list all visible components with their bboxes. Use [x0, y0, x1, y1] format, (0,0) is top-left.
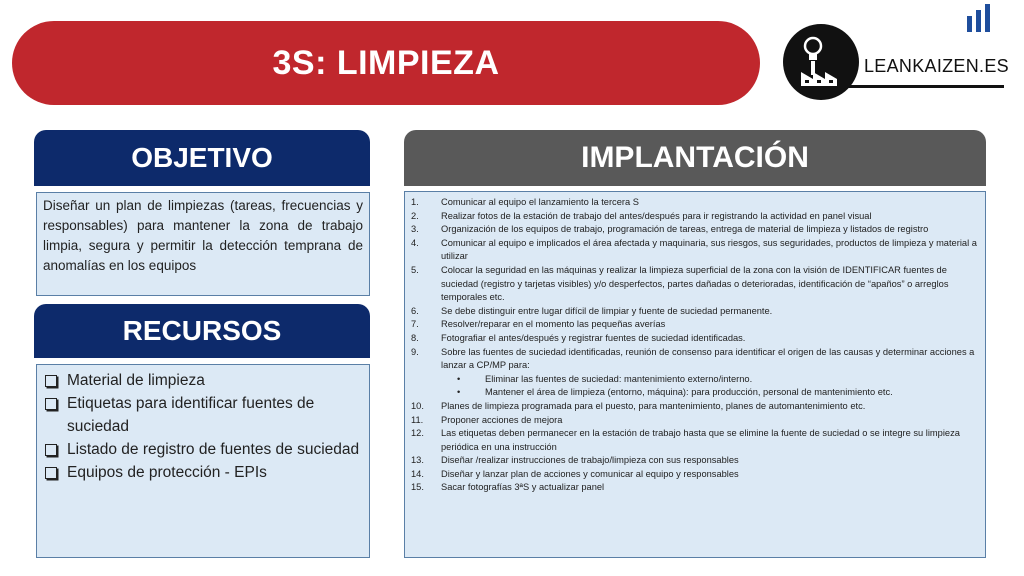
sub-list-item: • Mantener el área de limpieza (entorno, máquina): para producción, personal de mantenimiento etc.: [411, 386, 977, 400]
list-item: Etiquetas para identificar fuentes de suciedad: [43, 392, 363, 438]
list-item: 2. Realizar fotos de la estación de trabajo del antes/después para ir registrando la actividad en panel visual: [411, 210, 872, 221]
list-item: 9. Sobre las fuentes de suciedad identificadas, reunión de consenso para identificar el origen de las causas y determinar acciones a lanzar a CP/MP para:: [411, 346, 975, 371]
recursos-list: [36, 364, 370, 558]
list-item: Material de limpieza: [43, 369, 363, 392]
list-item: 8. Fotografiar el antes/después y registrar fuentes de suciedad identificadas.: [411, 332, 746, 343]
list-item: 5. Colocar la seguridad en las máquinas y realizar la limpieza superficial de la zona con la visión de IDENTIFICAR fuentes de suciedad (registro y tarjetas visibles) y/o desperfectos, partes dañadas o deterioradas, identificación de “apaños” o arreglos temporales etc.: [411, 264, 949, 303]
list-item: 4. Comunicar al equipo e implicados el área afectada y maquinaria, sus riesgos, sus seguridades, productos de limpieza y material a utilizar: [411, 237, 977, 262]
list-item: Equipos de protección - EPIs: [43, 461, 363, 484]
list-item: 11. Proponer acciones de mejora: [411, 414, 563, 425]
list-item: 3. Organización de los equipos de trabajo, programación de tareas, entrega de material de limpieza y listados de registro: [411, 224, 929, 235]
list-item: 7. Resolver/reparar en el momento las pequeñas averías: [411, 319, 666, 330]
list-item: 1. Comunicar al equipo el lanzamiento la tercera S: [411, 197, 639, 207]
leankaizen-logo: [782, 2, 1007, 112]
checkbox-icon: [45, 375, 57, 387]
objetivo-header: OBJETIVO: [34, 130, 370, 186]
list-item: 10. Planes de limpieza programada para el puesto, para mantenimiento, planes de automantenimiento etc.: [411, 400, 866, 411]
logo-underline: [844, 85, 1004, 88]
list-item: 15. Sacar fotografías 3ªS y actualizar panel: [411, 482, 605, 493]
list-item: Listado de registro de fuentes de suciedad: [43, 438, 363, 461]
implantacion-header: IMPLANTACIÓN: [404, 130, 986, 186]
page-title: 3S: LIMPIEZA: [12, 21, 760, 105]
checkbox-icon: [45, 398, 57, 410]
list-item: 13. Diseñar /realizar instrucciones de trabajo/limpieza con sus responsables: [411, 455, 739, 466]
list-item: 14. Diseñar y lanzar plan de acciones y comunicar al equipo y responsables: [411, 468, 739, 479]
logo-text: LEANKAIZEN.ES: [864, 56, 1009, 76]
checkbox-icon: [45, 444, 57, 456]
implantacion-steps: [404, 191, 986, 558]
objetivo-text: Diseñar un plan de limpiezas (tareas, frecuencias y responsables) para mantener la zona de trabajo limpia, segura y permitir la detección temprana de anomalías en los equipos: [36, 192, 370, 296]
bar-chart-icon: [965, 2, 997, 32]
bullet-icon: •: [457, 387, 461, 398]
list-item: 6. Se debe distinguir entre lugar difícil de limpiar y fuente de suciedad permanente.: [411, 305, 773, 316]
list-item: 12. Las etiquetas deben permanecer en la estación de trabajo hasta que se elimine la fuente de suciedad o se integre su limpieza periódica en una instrucción: [411, 428, 960, 452]
checkbox-icon: [45, 467, 57, 479]
sub-list-item: • Eliminar las fuentes de suciedad: mantenimiento externo/interno.: [411, 373, 977, 387]
recursos-header: RECURSOS: [34, 304, 370, 358]
factory-lightbulb-icon: [783, 24, 859, 100]
bullet-icon: •: [457, 373, 461, 384]
